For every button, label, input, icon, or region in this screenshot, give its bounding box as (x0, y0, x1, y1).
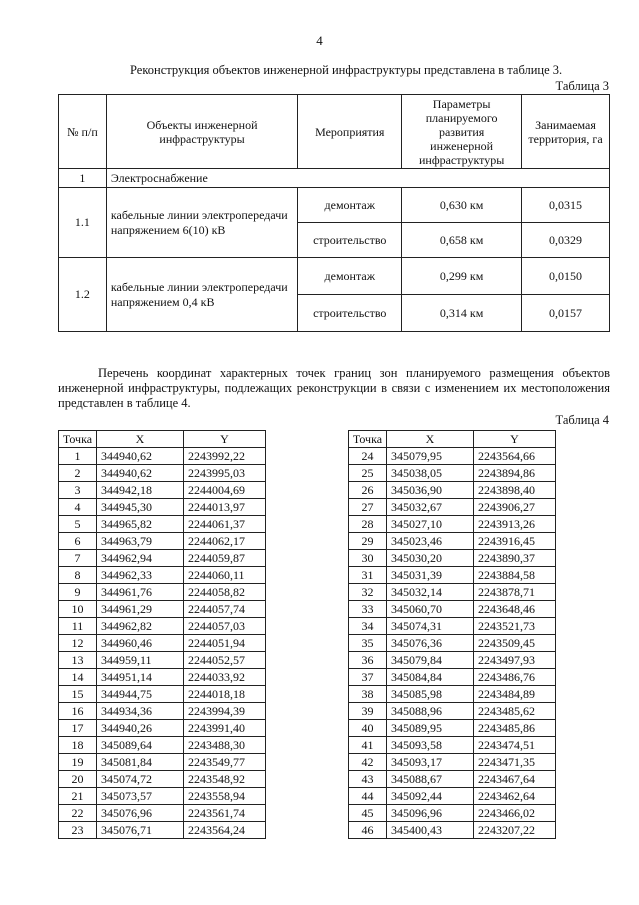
section-title: Электроснабжение (106, 169, 609, 188)
table-row (59, 771, 266, 788)
y-cell: 2243906,27 (474, 499, 556, 516)
x-cell: 345036,90 (387, 482, 474, 499)
point-cell: 28 (349, 516, 387, 533)
point-cell: 33 (349, 601, 387, 618)
table-row (59, 703, 266, 720)
x-cell: 344940,62 (97, 448, 184, 465)
y-cell: 2243471,35 (474, 754, 556, 771)
point-cell: 21 (59, 788, 97, 805)
point-cell: 14 (59, 669, 97, 686)
table-row (59, 686, 266, 703)
table-row (59, 465, 266, 482)
point-cell: 41 (349, 737, 387, 754)
x-cell: 345076,36 (387, 635, 474, 652)
table-row (59, 482, 266, 499)
x-cell: 344951,14 (97, 669, 184, 686)
measure-cell: строительство (298, 295, 402, 332)
table-row (59, 258, 610, 295)
header-y: Y (474, 431, 556, 448)
x-cell: 345096,96 (387, 805, 474, 822)
table-row (349, 567, 556, 584)
x-cell: 345023,46 (387, 533, 474, 550)
y-cell: 2243484,89 (474, 686, 556, 703)
y-cell: 2243467,64 (474, 771, 556, 788)
table-row (349, 584, 556, 601)
point-cell: 19 (59, 754, 97, 771)
point-cell: 36 (349, 652, 387, 669)
x-cell: 345085,98 (387, 686, 474, 703)
section-row (59, 169, 610, 188)
area-cell: 0,0157 (522, 295, 610, 332)
y-cell: 2243558,94 (184, 788, 266, 805)
y-cell: 2244059,87 (184, 550, 266, 567)
y-cell: 2243913,26 (474, 516, 556, 533)
table-row (349, 601, 556, 618)
point-cell: 15 (59, 686, 97, 703)
x-cell: 345081,84 (97, 754, 184, 771)
header-objects: Объекты инженерной инфраструктуры (106, 95, 297, 169)
x-cell: 344962,82 (97, 618, 184, 635)
table-row (59, 737, 266, 754)
table-row (59, 669, 266, 686)
point-cell: 31 (349, 567, 387, 584)
y-cell: 2243485,86 (474, 720, 556, 737)
x-cell: 344961,76 (97, 584, 184, 601)
point-cell: 25 (349, 465, 387, 482)
table-row (59, 516, 266, 533)
x-cell: 344960,46 (97, 635, 184, 652)
paragraph-text: Перечень координат характерных точек границ зон планируемого размещения объектов инженерной инфраструктуры, подлежащих реконструкции в связи с изменением их местоположения представлен в таблице 4. (58, 366, 610, 410)
table-row (59, 720, 266, 737)
table-row (349, 635, 556, 652)
point-cell: 46 (349, 822, 387, 839)
table-row (59, 584, 266, 601)
y-cell: 2243474,51 (474, 737, 556, 754)
x-cell: 344965,82 (97, 516, 184, 533)
table-row (349, 686, 556, 703)
x-cell: 345088,67 (387, 771, 474, 788)
point-cell: 44 (349, 788, 387, 805)
table-row (349, 465, 556, 482)
table-row (59, 788, 266, 805)
point-cell: 20 (59, 771, 97, 788)
table-row (349, 703, 556, 720)
param-cell: 0,658 км (402, 223, 522, 258)
x-cell: 344961,29 (97, 601, 184, 618)
y-cell: 2243878,71 (474, 584, 556, 601)
y-cell: 2243466,02 (474, 805, 556, 822)
x-cell: 345027,10 (387, 516, 474, 533)
group-num: 1.1 (59, 188, 107, 258)
y-cell: 2243486,76 (474, 669, 556, 686)
y-cell: 2243994,39 (184, 703, 266, 720)
table-row (349, 652, 556, 669)
y-cell: 2243898,40 (474, 482, 556, 499)
table-row (349, 805, 556, 822)
x-cell: 345092,44 (387, 788, 474, 805)
y-cell: 2244060,11 (184, 567, 266, 584)
y-cell: 2243991,40 (184, 720, 266, 737)
x-cell: 345074,72 (97, 771, 184, 788)
y-cell: 2244062,17 (184, 533, 266, 550)
point-cell: 45 (349, 805, 387, 822)
table-row (59, 635, 266, 652)
x-cell: 345032,14 (387, 584, 474, 601)
y-cell: 2243916,45 (474, 533, 556, 550)
coordinates-table-left (58, 430, 266, 839)
point-cell: 6 (59, 533, 97, 550)
table-row (59, 567, 266, 584)
table-row (59, 188, 610, 223)
x-cell: 345088,96 (387, 703, 474, 720)
x-cell: 345074,31 (387, 618, 474, 635)
x-cell: 344944,75 (97, 686, 184, 703)
group-object: кабельные линии электропередачи напряжением 6(10) кВ (106, 188, 297, 258)
point-cell: 42 (349, 754, 387, 771)
table-row (59, 754, 266, 771)
y-cell: 2244057,74 (184, 601, 266, 618)
measure-cell: демонтаж (298, 258, 402, 295)
y-cell: 2243648,46 (474, 601, 556, 618)
x-cell: 345076,71 (97, 822, 184, 839)
x-cell: 345089,64 (97, 737, 184, 754)
table3-header-row (59, 95, 610, 169)
header-params: Параметры планируемого развития инженерной инфраструктуры (402, 95, 522, 169)
table-row (59, 652, 266, 669)
point-cell: 4 (59, 499, 97, 516)
param-cell: 0,314 км (402, 295, 522, 332)
y-cell: 2243549,77 (184, 754, 266, 771)
table-row (349, 754, 556, 771)
header-point: Точка (349, 431, 387, 448)
y-cell: 2244018,18 (184, 686, 266, 703)
y-cell: 2244058,82 (184, 584, 266, 601)
table-row (59, 618, 266, 635)
x-cell: 344963,79 (97, 533, 184, 550)
table-row (59, 805, 266, 822)
x-cell: 345093,58 (387, 737, 474, 754)
point-cell: 32 (349, 584, 387, 601)
y-cell: 2243497,93 (474, 652, 556, 669)
x-cell: 345079,95 (387, 448, 474, 465)
y-cell: 2243548,92 (184, 771, 266, 788)
table-row (59, 499, 266, 516)
point-cell: 8 (59, 567, 97, 584)
table-row (349, 448, 556, 465)
table-row (349, 720, 556, 737)
table-row (349, 618, 556, 635)
point-cell: 3 (59, 482, 97, 499)
table-row (349, 499, 556, 516)
y-cell: 2243564,66 (474, 448, 556, 465)
y-cell: 2244033,92 (184, 669, 266, 686)
point-cell: 23 (59, 822, 97, 839)
y-cell: 2244051,94 (184, 635, 266, 652)
point-cell: 17 (59, 720, 97, 737)
point-cell: 1 (59, 448, 97, 465)
x-cell: 344962,94 (97, 550, 184, 567)
table-row (59, 601, 266, 618)
point-cell: 38 (349, 686, 387, 703)
x-cell: 345089,95 (387, 720, 474, 737)
table-row (349, 771, 556, 788)
y-cell: 2243207,22 (474, 822, 556, 839)
x-cell: 344942,18 (97, 482, 184, 499)
table-row (349, 482, 556, 499)
x-cell: 345030,20 (387, 550, 474, 567)
y-cell: 2243995,03 (184, 465, 266, 482)
point-cell: 16 (59, 703, 97, 720)
y-cell: 2243561,74 (184, 805, 266, 822)
table-row (59, 448, 266, 465)
y-cell: 2243564,24 (184, 822, 266, 839)
point-cell: 11 (59, 618, 97, 635)
table4-label: Таблица 4 (555, 413, 609, 427)
point-cell: 9 (59, 584, 97, 601)
x-cell: 344940,26 (97, 720, 184, 737)
point-cell: 40 (349, 720, 387, 737)
header-x: X (387, 431, 474, 448)
group-object: кабельные линии электропередачи напряжением 0,4 кВ (106, 258, 297, 332)
area-cell: 0,0329 (522, 223, 610, 258)
y-cell: 2243462,64 (474, 788, 556, 805)
area-cell: 0,0315 (522, 188, 610, 223)
param-cell: 0,630 км (402, 188, 522, 223)
point-cell: 24 (349, 448, 387, 465)
y-cell: 2243485,62 (474, 703, 556, 720)
point-cell: 2 (59, 465, 97, 482)
x-cell: 345073,57 (97, 788, 184, 805)
param-cell: 0,299 км (402, 258, 522, 295)
intro-text: Реконструкция объектов инженерной инфраструктуры представлена в таблице 3. (130, 63, 563, 77)
point-cell: 37 (349, 669, 387, 686)
y-cell: 2244061,37 (184, 516, 266, 533)
group-num: 1.2 (59, 258, 107, 332)
x-cell: 345038,05 (387, 465, 474, 482)
y-cell: 2243894,86 (474, 465, 556, 482)
header-measures: Мероприятия (298, 95, 402, 169)
header-x: X (97, 431, 184, 448)
measure-cell: демонтаж (298, 188, 402, 223)
point-cell: 10 (59, 601, 97, 618)
y-cell: 2243992,22 (184, 448, 266, 465)
x-cell: 344945,30 (97, 499, 184, 516)
x-cell: 345076,96 (97, 805, 184, 822)
x-cell: 345093,17 (387, 754, 474, 771)
point-cell: 13 (59, 652, 97, 669)
x-cell: 345031,39 (387, 567, 474, 584)
y-cell: 2244013,97 (184, 499, 266, 516)
y-cell: 2243890,37 (474, 550, 556, 567)
area-cell: 0,0150 (522, 258, 610, 295)
infrastructure-table (58, 94, 610, 332)
section-num: 1 (59, 169, 107, 188)
y-cell: 2244057,03 (184, 618, 266, 635)
measure-cell: строительство (298, 223, 402, 258)
x-cell: 344962,33 (97, 567, 184, 584)
point-cell: 35 (349, 635, 387, 652)
x-cell: 345084,84 (387, 669, 474, 686)
coordinates-table-right (348, 430, 556, 839)
page-number: 4 (316, 33, 323, 48)
point-cell: 22 (59, 805, 97, 822)
coordinates-paragraph (58, 366, 610, 411)
coord-header-row (349, 431, 556, 448)
point-cell: 34 (349, 618, 387, 635)
table-row (349, 550, 556, 567)
point-cell: 7 (59, 550, 97, 567)
table-row (59, 550, 266, 567)
y-cell: 2243884,58 (474, 567, 556, 584)
table-row (349, 822, 556, 839)
x-cell: 344940,62 (97, 465, 184, 482)
header-area: Занимаемая территория, га (522, 95, 610, 169)
x-cell: 345032,67 (387, 499, 474, 516)
point-cell: 5 (59, 516, 97, 533)
point-cell: 12 (59, 635, 97, 652)
x-cell: 345400,43 (387, 822, 474, 839)
point-cell: 26 (349, 482, 387, 499)
table3-label: Таблица 3 (555, 79, 609, 93)
y-cell: 2244004,69 (184, 482, 266, 499)
table-row (349, 669, 556, 686)
point-cell: 29 (349, 533, 387, 550)
x-cell: 344934,36 (97, 703, 184, 720)
x-cell: 345060,70 (387, 601, 474, 618)
point-cell: 39 (349, 703, 387, 720)
point-cell: 43 (349, 771, 387, 788)
y-cell: 2243521,73 (474, 618, 556, 635)
header-num: № п/п (59, 95, 107, 169)
table-row (349, 533, 556, 550)
y-cell: 2243488,30 (184, 737, 266, 754)
point-cell: 18 (59, 737, 97, 754)
header-y: Y (184, 431, 266, 448)
point-cell: 27 (349, 499, 387, 516)
table-row (349, 737, 556, 754)
table-row (349, 788, 556, 805)
x-cell: 344959,11 (97, 652, 184, 669)
table-row (349, 516, 556, 533)
x-cell: 345079,84 (387, 652, 474, 669)
y-cell: 2243509,45 (474, 635, 556, 652)
table-row (59, 822, 266, 839)
y-cell: 2244052,57 (184, 652, 266, 669)
table-row (59, 533, 266, 550)
header-point: Точка (59, 431, 97, 448)
point-cell: 30 (349, 550, 387, 567)
coord-header-row (59, 431, 266, 448)
